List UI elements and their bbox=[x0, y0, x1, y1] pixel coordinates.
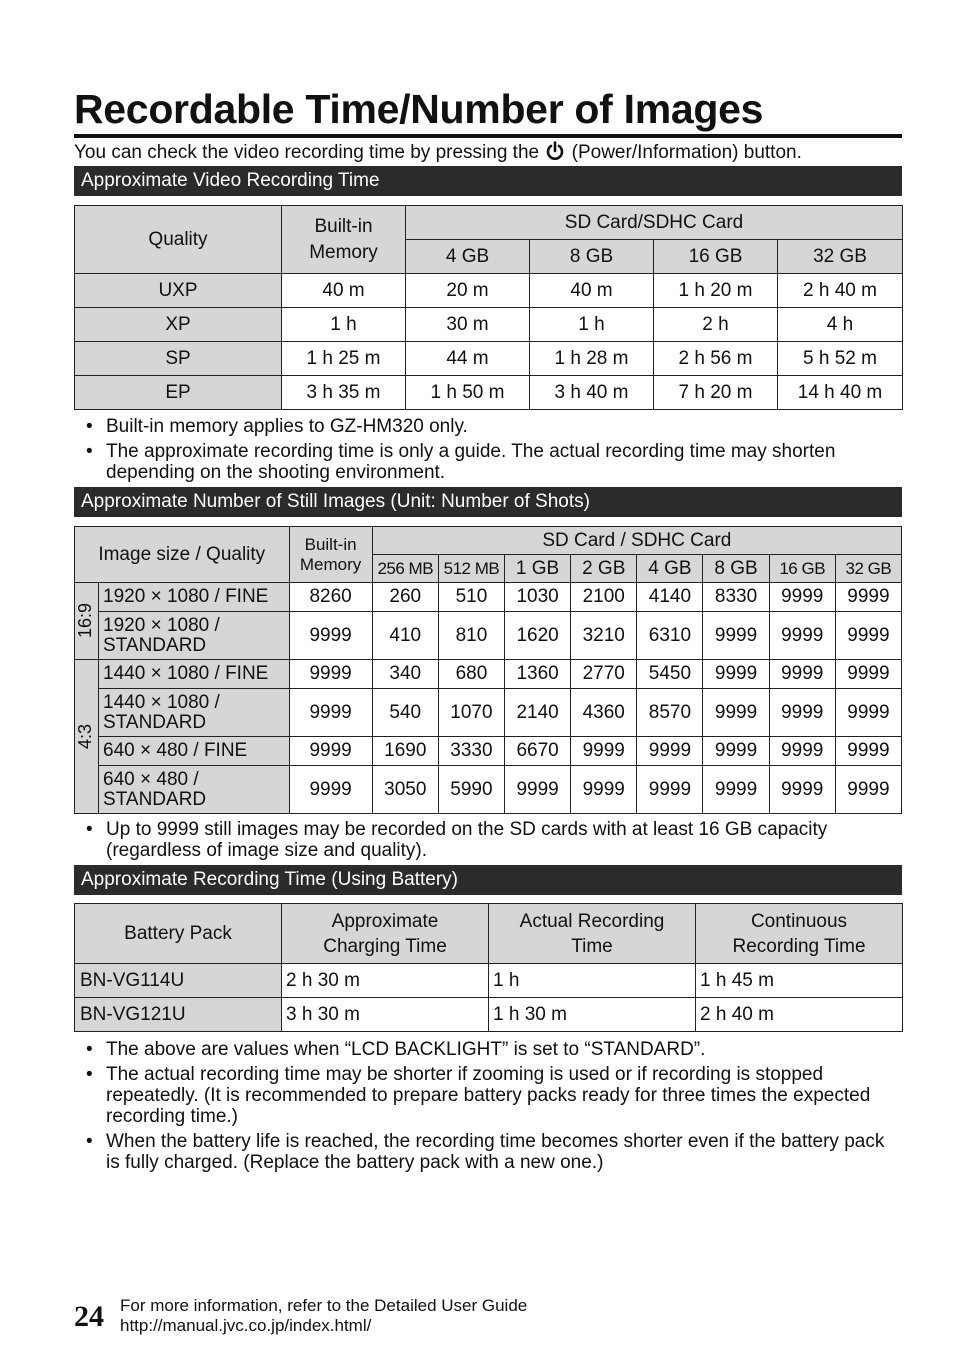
count-cell: 3050 bbox=[372, 766, 438, 814]
table-row bbox=[75, 766, 902, 814]
video-time-rows bbox=[75, 274, 903, 410]
time-cell: 14 h 40 m bbox=[778, 376, 903, 410]
capacity-header: 16 GB bbox=[769, 555, 835, 583]
table-row bbox=[75, 612, 902, 660]
capacity-header: 32 GB bbox=[835, 555, 901, 583]
time-cell: 30 m bbox=[406, 308, 530, 342]
time-cell: 3 h 40 m bbox=[530, 376, 654, 410]
size-quality-cell: 1920 × 1080 / FINE bbox=[99, 583, 289, 612]
battery-pack-cell: BN-VG121U bbox=[75, 998, 282, 1032]
count-cell: 1360 bbox=[505, 660, 571, 689]
time-cell: 20 m bbox=[406, 274, 530, 308]
notes-video bbox=[86, 416, 902, 487]
time-cell: 5 h 52 m bbox=[778, 342, 903, 376]
count-cell: 5990 bbox=[438, 766, 504, 814]
header-charge: Approximate Charging Time bbox=[282, 904, 489, 964]
quality-cell: EP bbox=[75, 376, 282, 410]
battery-time-cell: 2 h 40 m bbox=[696, 998, 903, 1032]
count-cell: 9999 bbox=[703, 737, 769, 766]
still-images-rows bbox=[75, 583, 902, 814]
intro-text bbox=[74, 141, 802, 164]
table-row bbox=[75, 376, 903, 410]
battery-time-cell: 3 h 30 m bbox=[282, 998, 489, 1032]
count-cell: 410 bbox=[372, 612, 438, 660]
capacity-header: 8 GB bbox=[703, 555, 769, 583]
battery-time-cell: 1 h 45 m bbox=[696, 964, 903, 998]
battery-pack-cell: BN-VG114U bbox=[75, 964, 282, 998]
time-cell: 1 h 20 m bbox=[654, 274, 778, 308]
time-cell: 2 h 56 m bbox=[654, 342, 778, 376]
count-cell: 680 bbox=[438, 660, 504, 689]
count-cell: 9999 bbox=[835, 737, 901, 766]
intro-after: (Power/Information) button. bbox=[571, 142, 802, 163]
count-cell: 8330 bbox=[703, 583, 769, 612]
capacity-header: 1 GB bbox=[505, 555, 571, 583]
count-cell: 3330 bbox=[438, 737, 504, 766]
power-icon bbox=[546, 141, 564, 161]
intro-before: You can check the video recording time by pressing the bbox=[74, 142, 540, 163]
note-item: • The approximate recording time is only a guide. The actual recording time may shorten depending on the shooting environment. bbox=[86, 441, 902, 483]
count-cell: 9999 bbox=[289, 689, 372, 737]
count-cell: 9999 bbox=[769, 660, 835, 689]
battery-time-cell: 1 h 30 m bbox=[489, 998, 696, 1032]
count-cell: 1690 bbox=[372, 737, 438, 766]
page-title: Recordable Time/Number of Images bbox=[74, 84, 902, 138]
count-cell: 260 bbox=[372, 583, 438, 612]
size-quality-cell: 1920 × 1080 / STANDARD bbox=[99, 612, 289, 660]
count-cell: 2100 bbox=[571, 583, 637, 612]
table-row bbox=[75, 342, 903, 376]
count-cell: 8570 bbox=[637, 689, 703, 737]
table-row bbox=[75, 583, 902, 612]
count-cell: 9999 bbox=[835, 689, 901, 737]
count-cell: 9999 bbox=[289, 766, 372, 814]
count-cell: 9999 bbox=[769, 612, 835, 660]
time-cell: 1 h 25 m bbox=[282, 342, 406, 376]
header-builtin: Built-in Memory bbox=[289, 527, 372, 583]
header-4gb: 4 GB bbox=[406, 240, 530, 274]
size-quality-cell: 1440 × 1080 / FINE bbox=[99, 660, 289, 689]
header-16gb: 16 GB bbox=[654, 240, 778, 274]
battery-rows bbox=[75, 964, 903, 1032]
count-cell: 9999 bbox=[769, 737, 835, 766]
time-cell: 44 m bbox=[406, 342, 530, 376]
count-cell: 540 bbox=[372, 689, 438, 737]
header-sd: SD Card / SDHC Card bbox=[372, 527, 901, 555]
aspect-group-cell bbox=[75, 583, 99, 660]
note-item: • When the battery life is reached, the recording time becomes shorter even if the battery pack is fully charged. (Replace the battery pack with a new one.) bbox=[86, 1131, 902, 1173]
header-builtin: Built-in Memory bbox=[282, 206, 406, 274]
note-item: • The actual recording time may be shorter if zooming is used or if recording is stopped repeatedly. (It is recommended to prepare battery packs ready for three times the expected recording time.) bbox=[86, 1064, 902, 1127]
count-cell: 340 bbox=[372, 660, 438, 689]
count-cell: 810 bbox=[438, 612, 504, 660]
time-cell: 2 h 40 m bbox=[778, 274, 903, 308]
table-row bbox=[75, 274, 903, 308]
battery-time-cell: 2 h 30 m bbox=[282, 964, 489, 998]
capacity-header: 512 MB bbox=[438, 555, 504, 583]
count-cell: 4140 bbox=[637, 583, 703, 612]
header-pack: Battery Pack bbox=[75, 904, 282, 964]
quality-cell: UXP bbox=[75, 274, 282, 308]
time-cell: 1 h 50 m bbox=[406, 376, 530, 410]
count-cell: 6670 bbox=[505, 737, 571, 766]
footer-line1: For more information, refer to the Detailed User Guide bbox=[120, 1296, 528, 1315]
footer-text bbox=[120, 1296, 527, 1336]
header-actual: Actual Recording Time bbox=[489, 904, 696, 964]
note-item: • Up to 9999 still images may be recorded on the SD cards with at least 16 GB capacity (regardless of image size and quality). bbox=[86, 819, 902, 861]
battery-time-cell: 1 h bbox=[489, 964, 696, 998]
time-cell: 3 h 35 m bbox=[282, 376, 406, 410]
size-quality-cell: 640 × 480 / FINE bbox=[99, 737, 289, 766]
count-cell: 8260 bbox=[289, 583, 372, 612]
count-cell: 1620 bbox=[505, 612, 571, 660]
size-quality-cell: 1440 × 1080 / STANDARD bbox=[99, 689, 289, 737]
count-cell: 9999 bbox=[769, 583, 835, 612]
battery-table bbox=[74, 903, 903, 1032]
count-cell: 9999 bbox=[289, 660, 372, 689]
table-row bbox=[75, 308, 903, 342]
note-item: • Built-in memory applies to GZ-HM320 only. bbox=[86, 416, 902, 437]
page-number: 24 bbox=[74, 1300, 104, 1333]
count-cell: 9999 bbox=[769, 766, 835, 814]
footer-url: http://manual.jvc.co.jp/index.html/ bbox=[120, 1316, 372, 1335]
count-cell: 9999 bbox=[769, 689, 835, 737]
table-row bbox=[75, 737, 902, 766]
header-size: Image size / Quality bbox=[75, 527, 290, 583]
capacity-header: 2 GB bbox=[571, 555, 637, 583]
time-cell: 40 m bbox=[530, 274, 654, 308]
count-cell: 510 bbox=[438, 583, 504, 612]
table-row bbox=[75, 998, 903, 1032]
count-cell: 9999 bbox=[703, 612, 769, 660]
count-cell: 9999 bbox=[835, 660, 901, 689]
video-time-table bbox=[74, 205, 903, 410]
count-cell: 4360 bbox=[571, 689, 637, 737]
header-continuous: Continuous Recording Time bbox=[696, 904, 903, 964]
header-quality: Quality bbox=[75, 206, 282, 274]
table-row bbox=[75, 689, 902, 737]
count-cell: 9999 bbox=[835, 612, 901, 660]
count-cell: 1070 bbox=[438, 689, 504, 737]
count-cell: 9999 bbox=[703, 660, 769, 689]
aspect-group-cell bbox=[75, 660, 99, 814]
count-cell: 9999 bbox=[637, 766, 703, 814]
count-cell: 3210 bbox=[571, 612, 637, 660]
still-images-table bbox=[74, 526, 902, 814]
section-video-band: Approximate Video Recording Time bbox=[74, 166, 902, 196]
notes-still bbox=[86, 819, 902, 865]
section-still-band: Approximate Number of Still Images (Unit: Number of Shots) bbox=[74, 487, 902, 517]
quality-cell: XP bbox=[75, 308, 282, 342]
aspect-label: 4:3 bbox=[75, 723, 95, 750]
time-cell: 2 h bbox=[654, 308, 778, 342]
table-row bbox=[75, 660, 902, 689]
note-item: • The above are values when “LCD BACKLIGHT” is set to “STANDARD”. bbox=[86, 1039, 902, 1060]
count-cell: 2140 bbox=[505, 689, 571, 737]
count-cell: 9999 bbox=[571, 737, 637, 766]
capacity-header: 4 GB bbox=[637, 555, 703, 583]
time-cell: 1 h bbox=[282, 308, 406, 342]
count-cell: 9999 bbox=[289, 612, 372, 660]
time-cell: 1 h 28 m bbox=[530, 342, 654, 376]
header-32gb: 32 GB bbox=[778, 240, 903, 274]
section-battery-band: Approximate Recording Time (Using Battery) bbox=[74, 865, 902, 895]
time-cell: 4 h bbox=[778, 308, 903, 342]
count-cell: 9999 bbox=[571, 766, 637, 814]
header-sd: SD Card/SDHC Card bbox=[406, 206, 903, 240]
capacity-header: 256 MB bbox=[372, 555, 438, 583]
count-cell: 2770 bbox=[571, 660, 637, 689]
aspect-label: 16:9 bbox=[75, 603, 95, 639]
count-cell: 5450 bbox=[637, 660, 703, 689]
time-cell: 1 h bbox=[530, 308, 654, 342]
count-cell: 9999 bbox=[835, 766, 901, 814]
count-cell: 9999 bbox=[703, 689, 769, 737]
count-cell: 9999 bbox=[835, 583, 901, 612]
count-cell: 9999 bbox=[637, 737, 703, 766]
count-cell: 9999 bbox=[703, 766, 769, 814]
notes-battery bbox=[86, 1039, 902, 1177]
header-8gb: 8 GB bbox=[530, 240, 654, 274]
count-cell: 6310 bbox=[637, 612, 703, 660]
size-quality-cell: 640 × 480 / STANDARD bbox=[99, 766, 289, 814]
count-cell: 1030 bbox=[505, 583, 571, 612]
table-row bbox=[75, 964, 903, 998]
quality-cell: SP bbox=[75, 342, 282, 376]
count-cell: 9999 bbox=[505, 766, 571, 814]
time-cell: 40 m bbox=[282, 274, 406, 308]
time-cell: 7 h 20 m bbox=[654, 376, 778, 410]
count-cell: 9999 bbox=[289, 737, 372, 766]
